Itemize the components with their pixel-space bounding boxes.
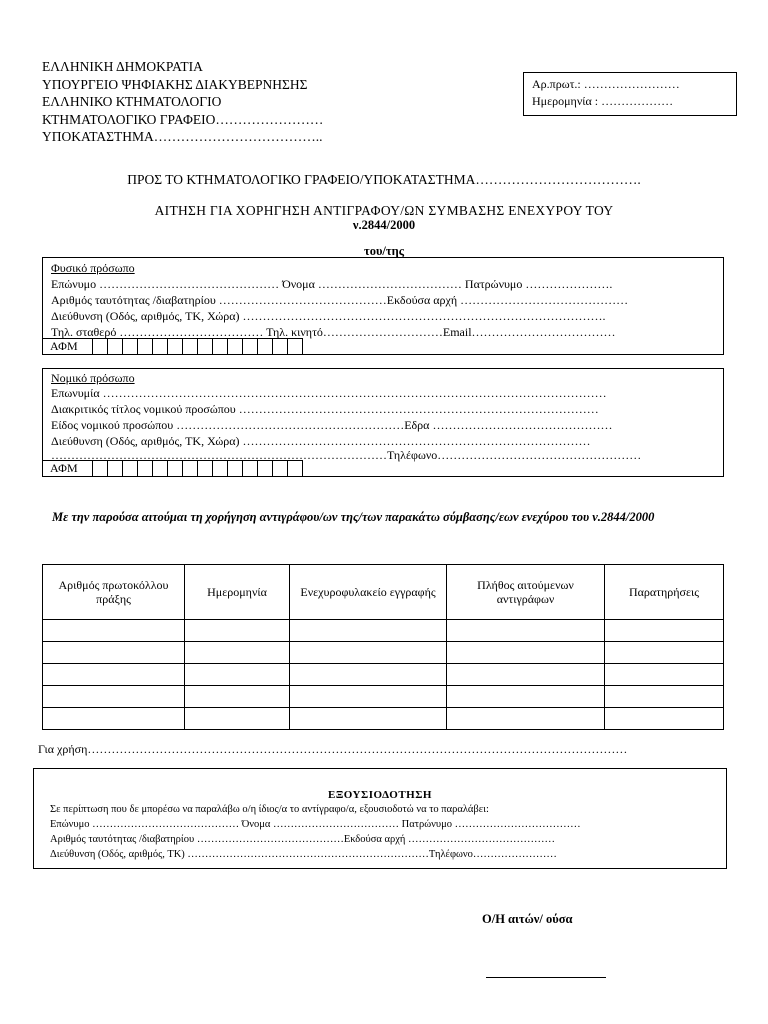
usage-field[interactable]: Για χρήση……………………………………………………………………………………………………………………… — [38, 742, 628, 756]
table-row — [43, 686, 724, 708]
table-cell[interactable] — [290, 620, 447, 642]
afm-digit-cell[interactable] — [123, 460, 138, 476]
table-cell[interactable] — [290, 664, 447, 686]
afm-digit-cell[interactable] — [108, 460, 123, 476]
table-cell[interactable] — [605, 620, 724, 642]
afm-digit-cell[interactable] — [243, 460, 258, 476]
afm-digit-cell[interactable] — [108, 338, 123, 354]
afm-digit-cell[interactable] — [198, 338, 213, 354]
header-line: ΕΛΛΗΝΙΚΗ ΔΗΜΟΚΡΑΤΙΑ — [42, 59, 203, 74]
authorized-address-field[interactable]: Διεύθυνση (Οδός, αριθμός, ΤΚ) ……………………………………………………………Τηλέφωνο…………………… — [50, 849, 557, 860]
table-cell[interactable] — [43, 642, 185, 664]
contracts-table — [42, 564, 724, 730]
afm-digit-cell[interactable] — [258, 460, 273, 476]
authorization-section — [33, 768, 727, 869]
afm-digit-cell[interactable] — [273, 460, 288, 476]
authorized-id-field[interactable]: Αριθμός ταυτότητας /διαβατηρίου ……………………………………Εκδούσα αρχή …………………………………… — [50, 834, 555, 845]
protocol-box — [523, 72, 737, 116]
column-header: Πλήθος αιτούμενων αντιγράφων — [447, 565, 605, 620]
afm-digit-cell[interactable] — [153, 460, 168, 476]
afm-label: ΑΦΜ — [43, 338, 93, 354]
table-cell[interactable] — [185, 642, 290, 664]
column-header: Αριθμός πρωτοκόλλου πράξης — [43, 565, 185, 620]
legal-person-type-field[interactable]: Είδος νομικού προσώπου …………………………………………………Εδρα ……………………………………… — [51, 418, 613, 432]
afm-digit-cell[interactable] — [258, 338, 273, 354]
table-cell[interactable] — [185, 708, 290, 730]
column-header: Ενεχυροφυλακείο εγγραφής — [290, 565, 447, 620]
afm-digit-cell[interactable] — [243, 338, 258, 354]
afm-digit-cell[interactable] — [183, 338, 198, 354]
header-line: ΚΤΗΜΑΤΟΛΟΓΙΚΟ ΓΡΑΦΕΙΟ…………………… — [42, 111, 324, 127]
afm-digit-cell[interactable] — [273, 338, 288, 354]
authorization-title: ΕΞΟΥΣΙΟΔΟΤΗΣΗ — [328, 789, 432, 801]
table-cell[interactable] — [43, 620, 185, 642]
protocol-date-field[interactable]: Ημερομηνία : ……………… — [532, 94, 674, 108]
table-cell[interactable] — [290, 686, 447, 708]
table-cell[interactable] — [447, 620, 605, 642]
natural-person-phone-field[interactable]: Τηλ. σταθερό ……………………………… Τηλ. κινητό…………………………Email……………………………… — [51, 325, 616, 339]
legal-person-afm-row — [43, 460, 303, 476]
legal-person-address-field[interactable]: Διεύθυνση (Οδός, αριθμός, ΤΚ, Χώρα) …………………………………………………………………………… — [51, 434, 591, 448]
afm-digit-cell[interactable] — [153, 338, 168, 354]
natural-person-id-field[interactable]: Αριθμός ταυτότητας /διαβατηρίου ……………………………………Εκδούσα αρχή …………………………………… — [51, 293, 629, 307]
authority-header — [42, 58, 323, 146]
protocol-number-field[interactable]: Αρ.πρωτ.: …………………… — [532, 77, 680, 91]
table-cell[interactable] — [447, 664, 605, 686]
request-paragraph: Με την παρούσα αιτούμαι τη χορήγηση αντιγράφου/ων της/των παρακάτω σύμβασης/εων ενεχύρου του ν.2844/2000 — [52, 510, 655, 524]
afm-digit-cell[interactable] — [183, 460, 198, 476]
afm-digit-cell[interactable] — [228, 460, 243, 476]
table-header-row — [43, 565, 724, 620]
natural-person-afm-row — [43, 338, 303, 354]
afm-digit-cell[interactable] — [93, 460, 108, 476]
table-cell[interactable] — [185, 620, 290, 642]
afm-digit-cell[interactable] — [288, 460, 303, 476]
request-title-line2: ν.2844/2000 — [352, 218, 416, 232]
table-cell[interactable] — [185, 686, 290, 708]
natural-person-address-field[interactable]: Διεύθυνση (Οδός, αριθμός, ΤΚ, Χώρα) ………………………………………………………………………………. — [51, 309, 606, 323]
natural-person-heading: Φυσικό πρόσωπο — [51, 261, 135, 275]
recipient-line: ΠΡΟΣ ΤΟ ΚΤΗΜΑΤΟΛΟΓΙΚΟ ΓΡΑΦΕΙΟ/ΥΠΟΚΑΤΑΣΤΗΜΑ………………………………. — [127, 172, 641, 187]
afm-digit-cell[interactable] — [213, 338, 228, 354]
signature-label: Ο/Η αιτών/ ούσα — [482, 912, 573, 926]
authorization-intro: Σε περίπτωση που δε μπορέσω να παραλάβω ο/η ίδιος/α το αντίγραφο/α, εξουσιοδοτώ να το παραλάβει: — [50, 804, 489, 815]
request-title — [0, 203, 768, 233]
table-cell[interactable] — [605, 708, 724, 730]
signature-line[interactable] — [486, 977, 606, 978]
natural-person-section — [42, 257, 724, 355]
authorized-name-field[interactable]: Επώνυμο …………………………………… Όνομα ……………………………… Πατρώνυμο ……………………………… — [50, 819, 581, 830]
table-row — [43, 642, 724, 664]
table-cell[interactable] — [605, 642, 724, 664]
table-cell[interactable] — [447, 642, 605, 664]
table-cell[interactable] — [43, 664, 185, 686]
afm-digit-cell[interactable] — [198, 460, 213, 476]
natural-person-name-field[interactable]: Επώνυμο ……………………………………… Όνομα ……………………………… Πατρώνυμο …………………. — [51, 277, 613, 291]
request-title-line1: ΑΙΤΗΣΗ ΓΙΑ ΧΟΡΗΓΗΣΗ ΑΝΤΙΓΡΑΦΟΥ/ΩΝ ΣΥΜΒΑΣΗΣ ΕΝΕΧΥΡΟΥ ΤΟΥ — [154, 203, 614, 218]
afm-digit-cell[interactable] — [138, 338, 153, 354]
afm-digit-cell[interactable] — [228, 338, 243, 354]
table-cell[interactable] — [605, 686, 724, 708]
column-header: Παρατηρήσεις — [605, 565, 724, 620]
header-line: ΥΠΟΥΡΓΕΙΟ ΨΗΦΙΑΚΗΣ ΔΙΑΚΥΒΕΡΝΗΣΗΣ — [42, 76, 308, 92]
afm-digit-cell[interactable] — [138, 460, 153, 476]
afm-digit-cell[interactable] — [288, 338, 303, 354]
header-line: ΥΠΟΚΑΤΑΣΤΗΜΑ……………………………….. — [42, 129, 323, 144]
table-cell[interactable] — [185, 664, 290, 686]
legal-person-phone-field[interactable]: …………………………………………………………………………Τηλέφωνο…………………………………………… — [51, 448, 642, 462]
afm-digit-cell[interactable] — [168, 338, 183, 354]
table-cell[interactable] — [290, 708, 447, 730]
column-header: Ημερομηνία — [185, 565, 290, 620]
table-cell[interactable] — [447, 686, 605, 708]
legal-person-name-field[interactable]: Επωνυμία ……………………………………………………………………………………………………………… — [51, 386, 607, 400]
table-cell[interactable] — [43, 686, 185, 708]
afm-digit-cell[interactable] — [213, 460, 228, 476]
table-row — [43, 708, 724, 730]
header-line: ΕΛΛΗΝΙΚΟ ΚΤΗΜΑΤΟΛΟΓΙΟ — [42, 94, 222, 109]
legal-person-heading: Νομικό πρόσωπο — [51, 371, 135, 385]
table-cell[interactable] — [447, 708, 605, 730]
table-row — [43, 664, 724, 686]
table-row — [43, 620, 724, 642]
afm-digit-cell[interactable] — [168, 460, 183, 476]
table-cell[interactable] — [290, 642, 447, 664]
table-cell[interactable] — [43, 708, 185, 730]
legal-person-title-field[interactable]: Διακριτικός τίτλος νομικού προσώπου ……………………………………………………………………………… — [51, 402, 599, 416]
afm-digit-cell[interactable] — [93, 338, 108, 354]
applicant-label: του/της — [363, 244, 405, 258]
afm-digit-cell[interactable] — [123, 338, 138, 354]
table-cell[interactable] — [605, 664, 724, 686]
afm-label: ΑΦΜ — [43, 460, 93, 476]
legal-person-section — [42, 368, 724, 477]
